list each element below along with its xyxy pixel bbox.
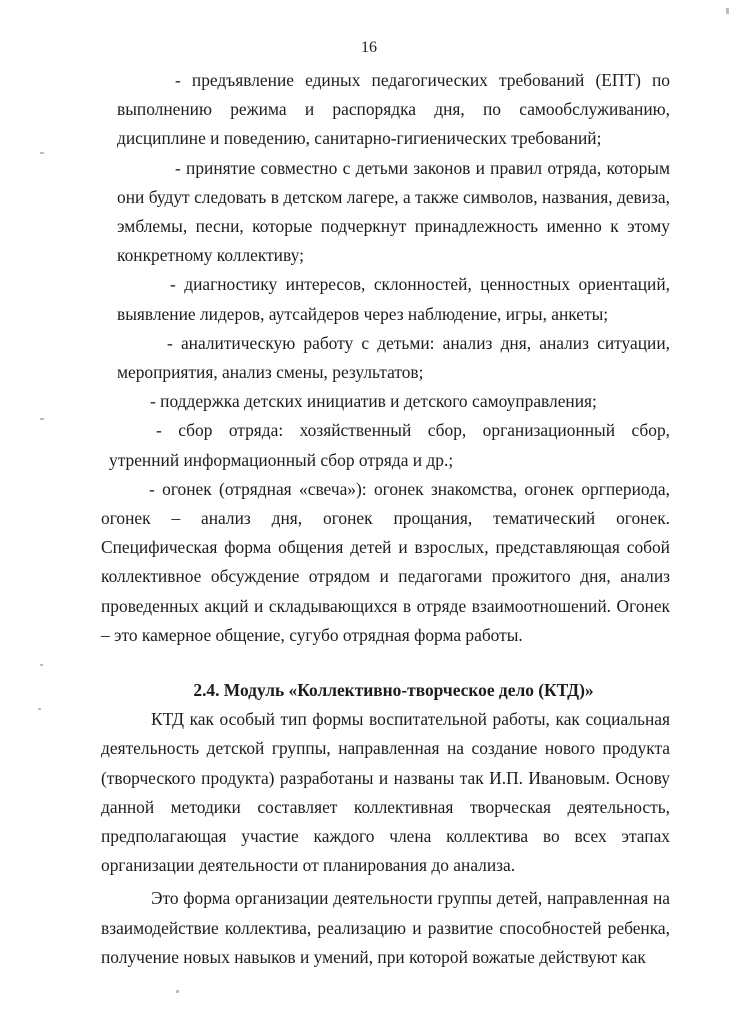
page-number: 16 xyxy=(361,39,377,56)
scan-speck xyxy=(40,418,44,420)
paragraph-ept: - предъявление единых педагогических требований (ЕПТ) по выполнению режима и распорядка дня, по самообслуживанию, дисциплине и поведению, санитарно-гигиенических требований; xyxy=(117,70,670,149)
paragraph-ogonek: - огонек (отрядная «свеча»): огонек знакомства, огонек оргпериода, огонек – анализ дня, огонек прощания, тематический огонек. Специфическая форма общения детей и взрослых, представляющая собой коллективное обсуждение отрядом и педагогами прожитого дня, анализ проведенных акций и складывающихся в отряде взаимоотношений. Огонек – это камерное общение, сугубо отрядная форма работы. xyxy=(101,478,670,645)
scan-speck xyxy=(176,990,179,993)
scan-speck xyxy=(38,708,41,710)
scan-speck xyxy=(40,664,43,666)
document-body xyxy=(101,66,670,972)
paragraph-ktd-form: Это форма организации деятельности группы детей, направленная на взаимодействие коллектива, реализацию и развитие способностей ребенка, получение новых навыков и умений, при которой вожатые действуют как xyxy=(101,888,670,967)
paragraph-diagnostics: - диагностику интересов, склонностей, ценностных ориентаций, выявление лидеров, аутсайдеров через наблюдение, игры, анкеты; xyxy=(117,274,670,324)
section-heading: 2.4. Модуль «Коллективно-творческое дело (КТД)» xyxy=(193,680,594,701)
paragraph-support: - поддержка детских инициатив и детского самоуправления; xyxy=(150,391,597,412)
paragraph-gathering: - сбор отряда: хозяйственный сбор, организационный сбор, утренний информационный сбор отряда и др.; xyxy=(109,420,670,470)
scan-speck xyxy=(726,8,729,14)
paragraph-laws: - принятие совместно с детьми законов и правил отряда, которым они будут следовать в детском лагере, а также символов, названия, девиза, эмблемы, песни, которые подчеркнут принадлежность именно к этому конкретному коллективу; xyxy=(117,157,670,266)
paragraph-analytics: - аналитическую работу с детьми: анализ дня, анализ ситуации, мероприятия, анализ смены, результатов; xyxy=(117,332,670,383)
paragraph-ktd-definition: КТД как особый тип формы воспитательной работы, как социальная деятельность детской группы, направленная на создание нового продукта (творческого продукта) разработаны и названы так И.П. Ивановым. Основу данной методики составляет коллективная творческая деятельность, предполагающая участие каждого члена коллектива во всех этапах организации деятельности от планирования до анализа. xyxy=(101,709,670,876)
scan-speck xyxy=(40,152,44,154)
